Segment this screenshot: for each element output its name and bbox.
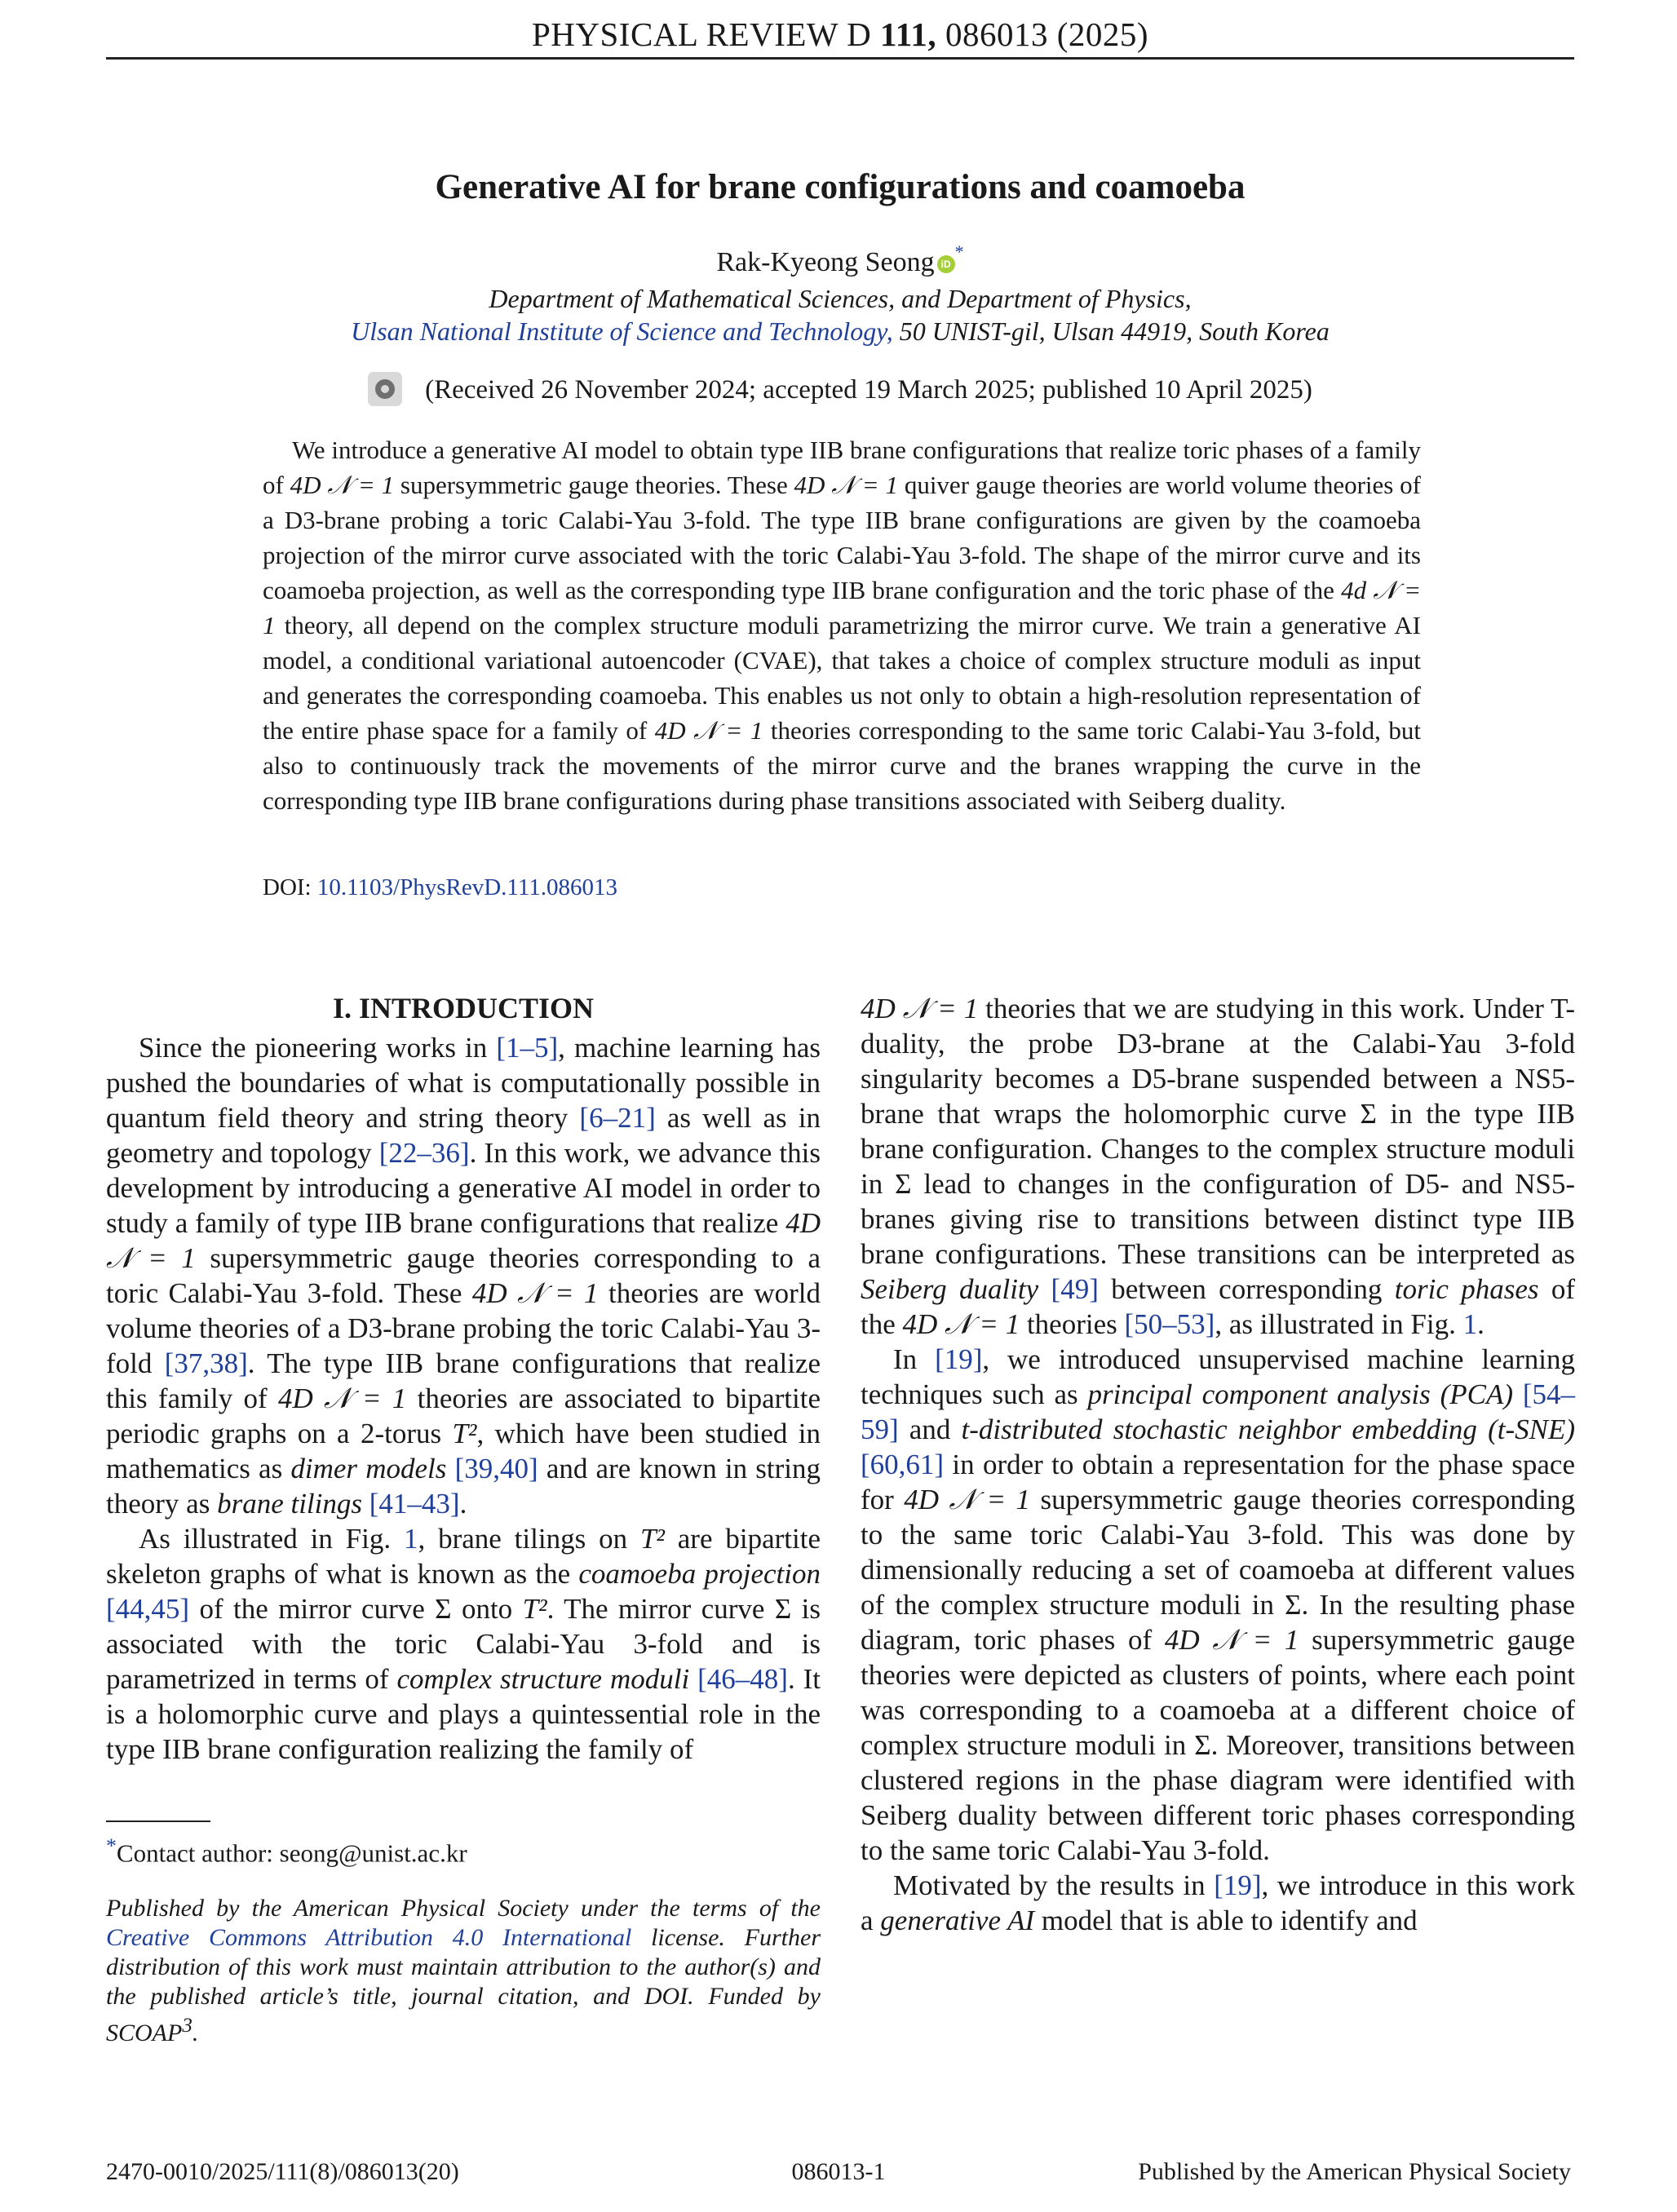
footnote	[106, 1834, 821, 1868]
intro-paragraph-4: Motivated by the results in [19], we introduce in this work a generative AI model that is able to identify and	[861, 1869, 1575, 1936]
citation-link[interactable]: [54–59]	[861, 1378, 1576, 1445]
citation-link[interactable]: [49]	[1051, 1273, 1099, 1305]
journal-name: PHYSICAL REVIEW D	[531, 15, 872, 53]
right-column	[861, 991, 1575, 1938]
journal-volume: 111,	[879, 15, 937, 53]
citation-link[interactable]: [44,45]	[106, 1593, 190, 1625]
citation-link[interactable]: [37,38]	[164, 1347, 248, 1379]
intro-paragraph-2-continued: 4D 𝒩 = 1 theories that we are studying in this work. Under T-duality, the probe D3-brane at the Calabi-Yau 3-fold singularity becomes a D5-brane suspended between a NS5-brane that wraps the holomorphic curve Σ in the type IIB brane configuration. Changes to the complex structure moduli in Σ lead to changes in the configuration of D5- and NS5-branes giving rise to transitions between distinct type IIB brane configurations. These transitions can be interpreted as Seiberg duality [49] between corresponding toric phases of the 4D 𝒩 = 1 theories [50–53], as illustrated in Fig. 1.	[861, 993, 1575, 1340]
left-column	[106, 991, 821, 1767]
affiliation-institution-line	[106, 316, 1574, 347]
running-header	[106, 15, 1574, 54]
citation-link[interactable]: [1–5]	[496, 1032, 559, 1064]
footer-issn: 2470-0010/2025/111(8)/086013(20)	[106, 2158, 459, 2185]
publication-dates: (Received 26 November 2024; accepted 19 March 2025; published 10 April 2025)	[425, 375, 1312, 405]
footnote-rule	[106, 1820, 210, 1822]
license-notice: Published by the American Physical Society under the terms of the Creative Commons Attribution 4.0 International license. Further distribution of this work must maintain attribution to the author(s) and the published article’s title, journal citation, and DOI. Funded by SCOAP$^3$.	[106, 1895, 821, 2046]
section-heading: I. INTRODUCTION	[332, 992, 595, 1024]
citation-link[interactable]: [41–43]	[369, 1488, 460, 1520]
abstract-text: We introduce a generative AI model to obtain type IIB brane configurations that realize toric phases of a family of 4D 𝒩 = 1 supersymmetric gauge theories. These 4D 𝒩 = 1 quiver gauge theories are world volume theories of a D3-brane probing a toric Calabi-Yau 3-fold. The type IIB brane configurations are given by the coamoeba projection of the mirror curve associated with the toric Calabi-Yau 3-fold. The shape of the mirror curve and its coamoeba projection, as well as the corresponding type IIB brane configuration and the toric phase of the 4d 𝒩 = 1 theory, all depend on the complex structure moduli parametrizing the mirror curve. We train a generative AI model, a conditional variational autoencoder (CVAE), that takes a choice of complex structure moduli as input and generates the corresponding coamoeba. This enables us not only to obtain a high-resolution representation of the entire phase space for a family of 4D 𝒩 = 1 theories corresponding to the same toric Calabi-Yau 3-fold, but also to continuously track the movements of the mirror curve and the branes wrapping the curve in the corresponding type IIB brane configurations during phase transitions associated with Seiberg duality.	[263, 436, 1421, 815]
author-name: Rak-Kyeong Seong	[716, 247, 935, 277]
citation-link[interactable]: [22–36]	[378, 1137, 470, 1169]
abstract	[263, 432, 1421, 818]
citation-link[interactable]: [50–53]	[1124, 1308, 1215, 1340]
article-number: 086013 (2025)	[945, 15, 1148, 53]
citation-link[interactable]: [60,61]	[861, 1449, 945, 1480]
footnote-marker: *	[106, 1834, 117, 1857]
affiliation-department: Department of Mathematical Sciences, and Department of Physics,	[489, 284, 1192, 313]
publication-dates-row	[106, 372, 1574, 406]
license-link[interactable]: Creative Commons Attribution 4.0 International	[106, 1924, 632, 1951]
footnote-text: Contact author: seong@unist.ac.kr	[116, 1838, 467, 1868]
header-rule	[106, 57, 1574, 60]
institution-address: 50 UNIST-gil, Ulsan 44919, South Korea	[892, 316, 1330, 346]
citation-link[interactable]: [39,40]	[454, 1453, 538, 1484]
intro-paragraph-2: As illustrated in Fig. 1, brane tilings on T² are bipartite skeleton graphs of what is known as the coamoeba projection [44,45] of the mirror curve Σ onto T². The mirror curve Σ is associated with the toric Calabi-Yau 3-fold and is parametrized in terms of complex structure moduli [46–48]. It is a holomorphic curve and plays a quintessential role in the type IIB brane configuration realizing the family of	[106, 1523, 821, 1765]
footer-page-number: 086013-1	[791, 2158, 886, 2185]
intro-paragraph-3: In [19], we introduced unsupervised machine learning techniques such as principal component analysis (PCA) [54–59] and t-distributed stochastic neighbor embedding (t-SNE) [60,61] in order to obtain a representation for the phase space for 4D 𝒩 = 1 supersymmetric gauge theories corresponding to the same toric Calabi-Yau 3-fold. This was done by dimensionally reducing a set of coamoeba at different values of the complex structure moduli in Σ. In the resulting phase diagram, toric phases of 4D 𝒩 = 1 supersymmetric gauge theories were depicted as clusters of points, where each point was corresponding to a coamoeba at a different choice of complex structure moduli in Σ. Moreover, transitions between clustered regions in the phase diagram were identified with Seiberg duality between different toric phases corresponding to the same toric Calabi-Yau 3-fold.	[861, 1343, 1576, 1866]
orcid-icon[interactable]: iD	[937, 255, 955, 273]
intro-paragraph-1: Since the pioneering works in [1–5], machine learning has pushed the boundaries of what is computationally possible in quantum field theory and string theory [6–21] as well as in geometry and topology [22–36]. In this work, we advance this development by introducing a generative AI model in order to study a family of type IIB brane configurations that realize 4D 𝒩 = 1 supersymmetric gauge theories corresponding to a toric Calabi-Yau 3-fold. These 4D 𝒩 = 1 theories are world volume theories of a D3-brane probing the toric Calabi-Yau 3-fold [37,38]. The type IIB brane configurations that realize this family of 4D 𝒩 = 1 theories are associated to bipartite periodic graphs on a 2-torus T², which have been studied in mathematics as dimer models [39,40] and are known in string theory as brane tilings [41–43].	[106, 1032, 821, 1520]
paper-title: Generative AI for brane configurations and coamoeba	[435, 168, 1246, 206]
citation-link[interactable]: [6–21]	[579, 1102, 656, 1134]
author-footnote-marker[interactable]: *	[954, 241, 964, 262]
footer-publisher: Published by the American Physical Society	[1138, 2158, 1571, 2185]
citation-link[interactable]: [19]	[1214, 1869, 1262, 1901]
doi-label: DOI:	[263, 874, 312, 900]
doi-link[interactable]: 10.1103/PhysRevD.111.086013	[316, 874, 618, 900]
figure-link[interactable]: 1	[1462, 1308, 1478, 1340]
doi-line	[263, 874, 617, 901]
figure-link[interactable]: 1	[403, 1523, 418, 1555]
citation-link[interactable]: [46–48]	[697, 1663, 788, 1695]
author-line	[106, 241, 1574, 278]
citation-link[interactable]: [19]	[935, 1343, 983, 1375]
check-for-updates-icon[interactable]	[368, 372, 402, 406]
institution-link[interactable]: Ulsan National Institute of Science and Technology,	[351, 316, 893, 346]
